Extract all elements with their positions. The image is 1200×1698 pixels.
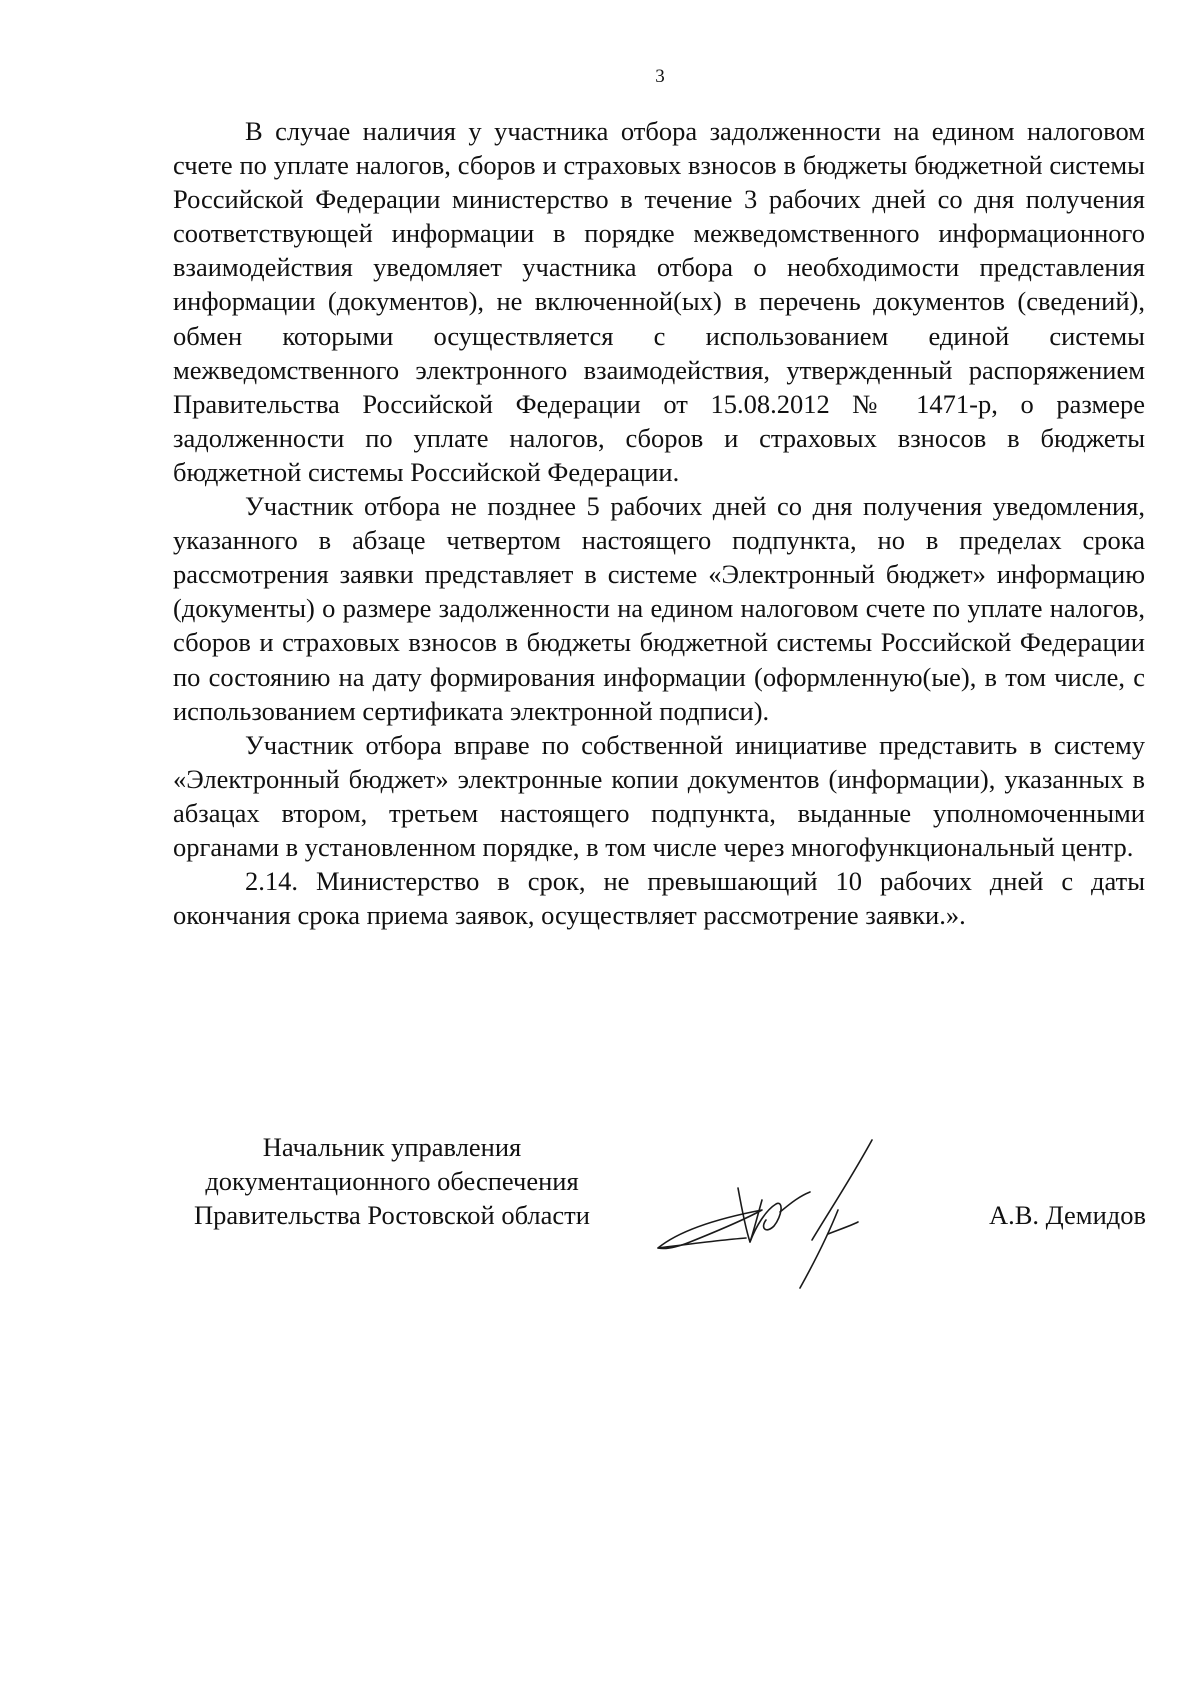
signatory-title-line-3: Правительства Ростовской области [194, 1200, 590, 1230]
paragraph-own-initiative: Участник отбора вправе по собственной инициативе представить в систему «Электронный бюджет» электронные копии документов (информации), указанных в абзацах втором, третьем настоящего подпункта, выданные уполномоченными органами в установленном порядке, в том числе через многофункциональный центр. [173, 729, 1145, 862]
signatory-title-line-1: Начальник управления [262, 1132, 522, 1162]
handwritten-signature-icon [650, 1130, 930, 1290]
paragraph-debt-notification: В случае наличия у участника отбора задолженности на едином налоговом счете по уплате налогов, сборов и страховых взносов в бюджеты бюджетной системы Российской Федерации министерство в течение 3 рабочих дней со дня получения соответствующей информации в порядке межведомственного информационного взаимодействия уведомляет участника отбора о необходимости представления информации (документов), не включенной(ых) в перечень документов (сведений), обмен которыми осуществляется с использованием единой системы межведомственного электронного взаимодействия, утвержденный распоряжением Правительства Российской Федерации от 15.08.2012 № 1471-р, о размере задолженности по уплате налогов, сборов и страховых взносов в бюджеты бюджетной системы Российской Федерации. [173, 116, 1145, 487]
signature-block [0, 1130, 1200, 1300]
signatory-name: А.В. Демидов [988, 1200, 1146, 1230]
signatory-title-line-2: документационного обеспечения [205, 1166, 579, 1196]
signatory-title [172, 1130, 612, 1232]
paragraph-participant-response: Участник отбора не позднее 5 рабочих дней со дня получения уведомления, указанного в абзаце четвертом настоящего подпункта, но в пределах срока рассмотрения заявки представляет в системе «Электронный бюджет» информацию (документы) о размере задолженности на едином налоговом счете по уплате налогов, сборов и страховых взносов в бюджеты бюджетной системы Российской Федерации по состоянию на дату формирования информации (оформленную(ые), в том числе, с использованием сертификата электронной подписи). [173, 491, 1145, 726]
document-body [173, 114, 1145, 932]
paragraph-review-term: 2.14. Министерство в срок, не превышающий 10 рабочих дней с даты окончания срока приема заявок, осуществляет рассмотрение заявки.». [173, 866, 1145, 931]
page-number: 3 [655, 66, 665, 87]
